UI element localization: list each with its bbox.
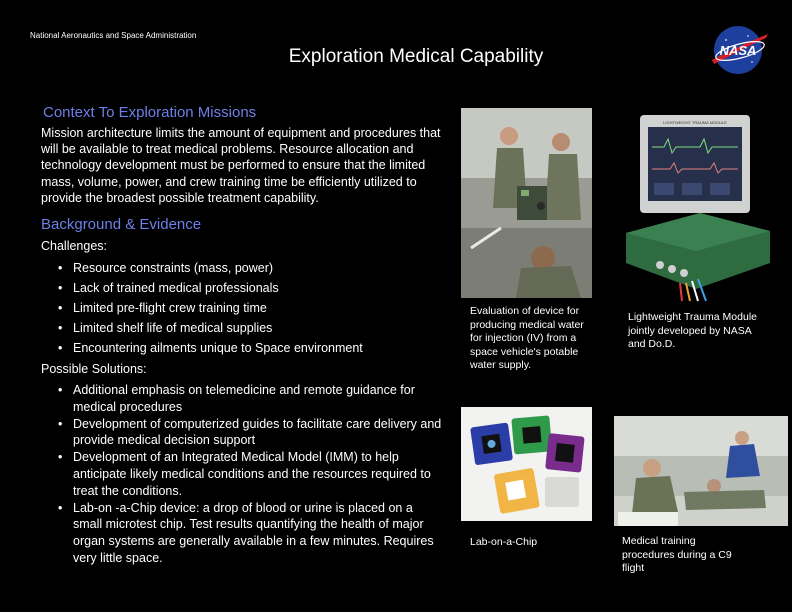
list-item: • Lab-on -a-Chip device: a drop of blood or urine is placed on a small microtest chip. Test results quantifying the health of major organ systems are generally available in a few minutes. Requires very little space. (58, 500, 443, 567)
background-heading-text: Background & Evidence (41, 216, 202, 233)
list-item: • Development of an Integrated Medical Model (IMM) to help anticipate likely medical conditions and the resources required to treat the conditions. (58, 449, 443, 499)
iv-device-caption: Evaluation of device for producing medical water for injection (IV) from a space vehicle's potable water supply. (470, 305, 584, 371)
trauma-module-photo (620, 113, 772, 303)
list-item: • Encountering ailments unique to Space environment (58, 338, 438, 358)
medical-training-photo (614, 416, 788, 526)
context-heading: Context To Exploration Missions (43, 104, 257, 121)
trauma-module-caption: Lightweight Trauma Module jointly developed by NASA and Do.D. (628, 311, 757, 350)
list-item: • Limited pre-flight crew training time (58, 298, 438, 318)
list-item: • Additional emphasis on telemedicine and remote guidance for medical procedures (58, 382, 443, 416)
agency-name: National Aeronautics and Space Administration (30, 31, 197, 40)
medical-training-caption: Medical training procedures during a C9 flight (622, 535, 732, 574)
list-item: • Limited shelf life of medical supplies (58, 318, 438, 338)
background-heading (41, 216, 201, 233)
solutions-list (58, 382, 443, 567)
page-title: Exploration Medical Capability (288, 46, 544, 67)
lab-on-chip-caption: Lab-on-a-Chip (470, 536, 538, 548)
nasa-logo-text: NASA (719, 43, 757, 58)
iv-device-photo (461, 108, 592, 298)
list-item: • Development of computerized guides to facilitate care delivery and provide medical decision support (58, 416, 443, 450)
challenges-label: Challenges: (41, 239, 108, 253)
context-paragraph: Mission architecture limits the amount of equipment and procedures that will be available to treat medical problems. Resource allocation and technology development must be performed to ensure that the limited mass, volume, power, and crew training time be efficiently utilized to provide the broadest possible treatment capability. (41, 126, 441, 205)
list-item: • Lack of trained medical professionals (58, 278, 438, 298)
list-item: • Resource constraints (mass, power) (58, 258, 438, 278)
solutions-label: Possible Solutions: (41, 362, 147, 376)
nasa-logo (708, 24, 770, 76)
lab-on-chip-photo (461, 407, 592, 521)
challenges-list (58, 258, 438, 358)
device-screen-label: LIGHTWEIGHT TRAUMA MODULE (663, 120, 727, 125)
